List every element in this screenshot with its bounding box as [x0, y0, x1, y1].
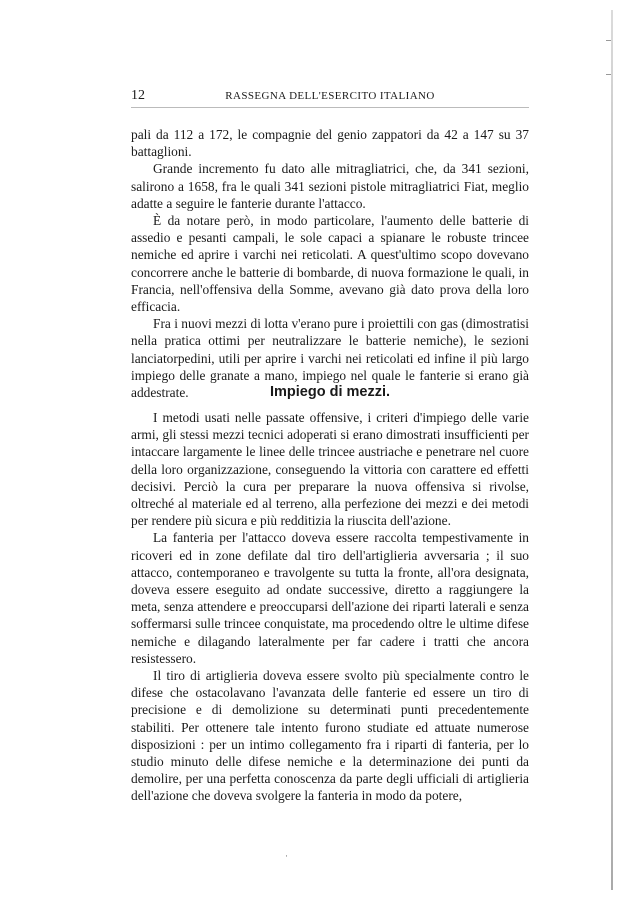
paragraph: Grande incremento fu dato alle mitragliatrici, che, da 341 sezioni, salirono a 1658, fra le quali 341 sezioni pistole mitragliatrici Fiat, meglio adatte a seguire le fanterie durante l'attacco.: [131, 161, 529, 211]
running-title: RASSEGNA DELL'ESERCITO ITALIANO: [225, 90, 435, 102]
paragraph: È da notare però, in modo particolare, l'aumento delle batterie di assedio e pesanti campali, le sole capaci a spianare le robuste trincee nemiche ed aprire i varchi nei reticolati. A quest'ultimo scopo dovevano concorrere anche le batterie di bombarde, di nuova formazione le quali, in Francia, nell'offensiva della Somme, avevano già dato prova della loro efficacia.: [131, 213, 529, 315]
paragraph: pali da 112 a 172, le compagnie del genio zappatori da 42 a 147 su 37 battaglioni.: [131, 127, 529, 160]
paragraph: Il tiro di artiglieria doveva essere svolto più specialmente contro le difese che ostacolavano l'avanzata delle fanterie ed essere un tiro di precisione e di demolizione su determinati punti precedentemente stabiliti. Per ottenere tale intento furono studiate ed attuate numerose disposizioni : per un intimo collegamento fra i riparti di fanteria, per lo studio minuto delle difese nemiche e la determinazione dei punti da demolire, per una perfetta conoscenza da parte degli ufficiali di artiglieria dell'azione che doveva svolgere la fanteria in modo da potere,: [131, 668, 529, 804]
header-rule: [131, 107, 529, 108]
page-edge-mark: [606, 74, 611, 75]
paragraph: I metodi usati nelle passate offensive, i criteri d'impiego delle varie armi, gli stessi mezzi tecnici adoperati si erano dimostrati insufficienti per intaccare largamente le linee delle trincee austriache e penetrare nel cuore della loro organizzazione, conseguendo la vittoria con carattere ed effetti decisivi. Perciò la cura per preparare la nuova offensiva si rivolse, oltreché al materiale ed al terreno, alla perfezione dei mezzi e dei metodi per rendere più sicura e più redditizia la riuscita dell'azione.: [131, 410, 529, 529]
running-header: [131, 88, 529, 106]
page-edge-mark: [606, 40, 611, 41]
page-edge-shadow: [611, 10, 613, 890]
paper-speck: ·: [285, 851, 288, 861]
paragraph: La fanteria per l'attacco doveva essere raccolta tempestivamente in ricoveri ed in zone defilate dal tiro dell'artiglieria avversaria ; il suo attacco, contemporaneo e travolgente su tutta la fronte, all'ora designata, doveva essere eseguito ad ondate successive, diretto a raggiungere la meta, senza attendere e preoccuparsi dell'azione dei riparti laterali e senza soffermarsi sulle trincee conquistate, ma procedendo oltre le ultime difese nemiche e dilagando lateralmente per far cadere i tratti che ancora resistessero.: [131, 530, 529, 666]
paragraph: Fra i nuovi mezzi di lotta v'erano pure i proiettili con gas (dimostratisi nella pratica ottimi per neutralizzare le batterie nemiche), le sezioni lanciatorpedini, utili per aprire i varchi nei reticolati ed infine il più largo impiego delle granate a mano, impiego nel quale le fanterie si erano già addestrate.: [131, 316, 529, 401]
text-block-arms-increase: [131, 126, 529, 401]
page-number: 12: [131, 88, 145, 103]
text-block-use-of-means: [131, 409, 529, 805]
section-heading: Impiego di mezzi.: [269, 384, 391, 400]
